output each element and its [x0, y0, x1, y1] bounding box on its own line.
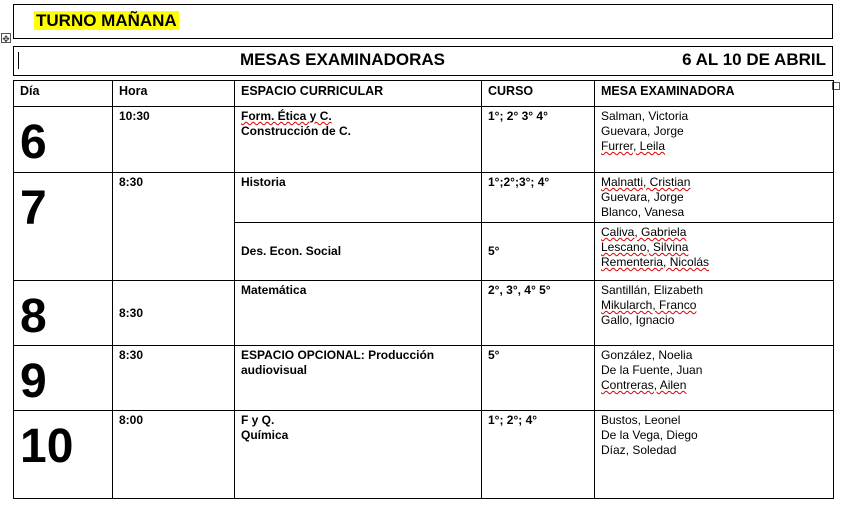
table-row: [14, 281, 834, 346]
course-cell: 5°: [482, 346, 595, 411]
course-cell: 5°: [482, 223, 595, 281]
text-cursor: [18, 52, 19, 69]
subject-cell: [235, 411, 482, 499]
examiner-name: De la Vega, Diego: [601, 428, 698, 442]
examiners-cell: [595, 346, 834, 411]
examiner-name: Blanco, Vanesa: [601, 205, 685, 219]
examiner-name: [601, 175, 827, 190]
subject-cell: [235, 107, 482, 173]
time-cell: 8:00: [113, 411, 235, 499]
examiner-name: [601, 139, 827, 154]
course-cell: 1°;2°;3°; 4°: [482, 173, 595, 223]
header-curso: CURSO: [482, 81, 595, 107]
examiner-name: [601, 255, 827, 270]
examiner-name: Contreras, Ailen: [601, 378, 687, 392]
subject-line: [241, 109, 475, 124]
table-row: [14, 346, 834, 411]
day-number: 9: [14, 346, 113, 411]
header-dia: Día: [14, 81, 113, 107]
examiner-name: González, Noelia: [601, 348, 693, 362]
course-cell: 1°; 2° 3° 4°: [482, 107, 595, 173]
day-number: 10: [14, 411, 113, 499]
examiner-name: Malnatti, Cristian: [601, 175, 691, 189]
day-number: 8: [14, 281, 113, 346]
examiner-name: Díaz, Soledad: [601, 443, 677, 457]
time-cell: 10:30: [113, 107, 235, 173]
header-espacio: ESPACIO CURRICULAR: [235, 81, 482, 107]
subject-line: Química: [241, 428, 289, 442]
examiners-cell: [595, 223, 834, 281]
examiners-cell: [595, 107, 834, 173]
header-hora: Hora: [113, 81, 235, 107]
examiner-name: Bustos, Leonel: [601, 413, 681, 427]
examiners-cell: [595, 173, 834, 223]
examiner-name: Guevara, Jorge: [601, 124, 684, 138]
examiner-name: [601, 378, 827, 393]
examiner-name: Caliva, Gabriela: [601, 225, 687, 239]
examiners-cell: [595, 411, 834, 499]
examiner-name: Salman, Victoria: [601, 109, 689, 123]
shift-box: [13, 4, 833, 39]
examiner-name: [601, 240, 827, 255]
subject-cell: [235, 346, 482, 411]
subject-cell: Des. Econ. Social: [235, 223, 482, 281]
examiner-name: Mikularch, Franco: [601, 298, 697, 312]
table-move-handle-icon[interactable]: ✥: [2, 34, 10, 44]
examiner-name: Gallo, Ignacio: [601, 313, 675, 327]
time-cell: 8:30: [113, 281, 235, 346]
examiner-name: [601, 298, 827, 313]
subject-line: audiovisual: [241, 363, 308, 377]
examiner-name: Guevara, Jorge: [601, 190, 684, 204]
shift-label: TURNO MAÑANA: [36, 11, 177, 30]
subject-line: ESPACIO OPCIONAL: Producción: [241, 348, 435, 362]
examiner-name: Furrer, Leila: [601, 139, 666, 153]
examiners-cell: [595, 281, 834, 346]
examiner-name: [601, 225, 827, 240]
page-title: MESAS EXAMINADORAS: [240, 50, 445, 69]
table-row: [14, 411, 834, 499]
time-cell: 8:30: [113, 346, 235, 411]
subject-cell: Matemática: [235, 281, 482, 346]
day-number: 6: [14, 107, 113, 173]
date-range: 6 AL 10 DE ABRIL: [682, 50, 826, 69]
title-box: [13, 46, 833, 76]
examiner-name: De la Fuente, Juan: [601, 363, 703, 377]
course-cell: 1°; 2°; 4°: [482, 411, 595, 499]
header-mesa: MESA EXAMINADORA: [595, 81, 834, 107]
subject-cell: Historia: [235, 173, 482, 223]
course-cell: 2°, 3°, 4° 5°: [482, 281, 595, 346]
exam-schedule-table: [13, 80, 834, 499]
table-row: [14, 107, 834, 173]
header-row: [14, 81, 834, 107]
table-row: [14, 173, 834, 223]
time-cell: 8:30: [113, 173, 235, 281]
subject-line: F y Q.: [241, 413, 275, 427]
examiner-name: Lescano, Silvina: [601, 240, 689, 254]
subject-line: Form. Ética y C.: [241, 109, 332, 123]
subject-line: Construcción de C.: [241, 124, 352, 138]
examiner-name: Rementeria, Nicolás: [601, 255, 710, 269]
examiner-name: Santillán, Elizabeth: [601, 283, 704, 297]
day-number: 7: [14, 173, 113, 281]
